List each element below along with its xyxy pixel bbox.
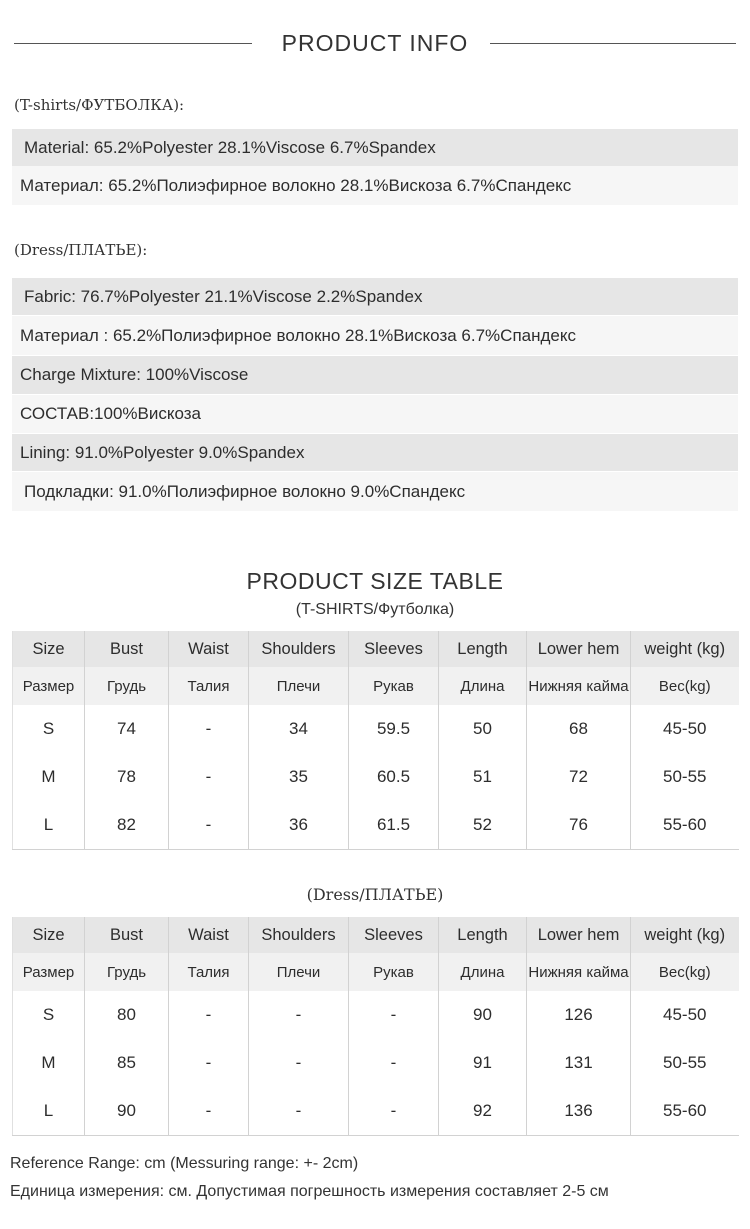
table-cell: Длина [439,953,527,991]
table-cell: 55-60 [663,1101,707,1120]
table-cell: Размер [13,953,85,991]
table-cell: Size [13,631,85,667]
table-cell: Размер [13,667,85,705]
table-row [13,953,739,991]
table-cell: - [169,1039,249,1087]
table-row [13,917,739,953]
table-cell: S [13,991,85,1039]
table-row [13,667,739,705]
table-cell: 90 [85,1087,169,1136]
tshirt-table-subtitle: (T-SHIRTS/Футболка) [295,601,455,618]
table-cell: 45-50 [663,719,707,738]
table-cell: 126 [527,991,631,1039]
table-cell: 85 [85,1039,169,1087]
table-cell: Waist [169,917,249,953]
table-cell: - [169,705,249,753]
table-cell: 90 [439,991,527,1039]
table-cell: 50 [439,705,527,753]
table-cell: 92 [439,1087,527,1136]
table-cell: - [249,1087,349,1136]
table-cell: - [349,1087,439,1136]
table-cell: 45-50 [663,1005,707,1024]
table-cell: 36 [249,801,349,850]
table-cell: M [13,1039,85,1087]
table-cell: - [349,991,439,1039]
table-cell: 34 [249,705,349,753]
table-cell: - [249,1039,349,1087]
table-cell: Рукав [349,953,439,991]
table-cell: - [169,991,249,1039]
table-row [13,753,739,801]
measurement-note-ru: Единица измерения: см. Допустимая погрешность измерения составляет 2-5 см [10,1183,609,1200]
table-row [13,801,739,850]
page-title: PRODUCT INFO [281,30,469,56]
table-cell: Bust [85,917,169,953]
table-cell: Bust [85,631,169,667]
table-cell: Size [13,917,85,953]
table-cell: 82 [85,801,169,850]
table-cell: 80 [85,991,169,1039]
table-cell: M [13,753,85,801]
table-row [13,631,739,667]
table-cell: L [13,801,85,850]
table-cell: Sleeves [349,917,439,953]
table-cell: Плечи [249,667,349,705]
table-cell: 72 [527,753,631,801]
table-cell: - [169,753,249,801]
dress-lining-ru: Подкладки: 91.0%Полиэфирное волокно 9.0%Спандекс [12,472,738,511]
table-cell: 52 [439,801,527,850]
table-cell: L [13,1087,85,1136]
table-cell: 61.5 [349,801,439,850]
table-cell: 74 [85,705,169,753]
table-cell: 35 [249,753,349,801]
table-cell: Lower hem [527,631,631,667]
table-cell: Талия [169,667,249,705]
table-cell: Рукав [349,667,439,705]
table-cell: Длина [439,667,527,705]
table-row [13,1039,739,1087]
table-cell: S [13,705,85,753]
dress-size-table [12,917,739,1136]
table-row [13,705,739,753]
table-cell: 76 [527,801,631,850]
dress-info-label: (Dress/ПЛАТЬЕ): [14,241,148,259]
table-row [13,1087,739,1136]
dress-lining-en: Lining: 91.0%Polyester 9.0%Spandex [12,434,738,471]
table-cell: 55-60 [663,815,707,834]
table-cell: - [169,1087,249,1136]
table-cell: - [169,801,249,850]
table-cell: 51 [439,753,527,801]
table-cell: 91 [439,1039,527,1087]
size-table-title: PRODUCT SIZE TABLE [246,568,504,594]
table-cell: Грудь [85,667,169,705]
table-cell: Нижняя кайма [527,667,631,705]
table-cell: Shoulders [249,631,349,667]
tshirt-size-table [12,631,739,850]
table-cell: Length [439,631,527,667]
tshirt-material-ru: Материал: 65.2%Полиэфирное волокно 28.1%Вискоза 6.7%Спандекс [12,166,738,205]
table-cell: weight (kg) [631,917,739,953]
tshirt-info-label: (T-shirts/ФУТБОЛКА): [14,96,185,114]
table-cell: Грудь [85,953,169,991]
tshirt-material-en: Material: 65.2%Polyester 28.1%Viscose 6.7%Spandex [12,129,738,166]
table-cell: 68 [527,705,631,753]
table-cell: Waist [169,631,249,667]
table-cell: Вес(kg) [631,667,739,705]
table-cell: Shoulders [249,917,349,953]
dress-charge-en: Charge Mixture: 100%Viscose [12,356,738,394]
table-cell: 131 [527,1039,631,1087]
dress-fabric-en: Fabric: 76.7%Polyester 21.1%Viscose 2.2%Spandex [12,278,738,315]
table-cell: Плечи [249,953,349,991]
table-cell: 50-55 [663,767,707,786]
table-cell: Sleeves [349,631,439,667]
table-cell: Талия [169,953,249,991]
table-cell: Нижняя кайма [527,953,631,991]
table-row [13,991,739,1039]
table-cell: 50-55 [663,1053,707,1072]
table-cell: Length [439,917,527,953]
table-cell: Lower hem [527,917,631,953]
table-cell: Вес(kg) [631,953,739,991]
dress-material-ru: Материал : 65.2%Полиэфирное волокно 28.1%Вискоза 6.7%Спандекс [12,316,738,355]
reference-range-note: Reference Range: cm (Messuring range: +- 2cm) [10,1155,359,1172]
dress-table-subtitle: (Dress/ПЛАТЬЕ) [306,885,444,904]
table-cell: - [249,991,349,1039]
table-cell: 59.5 [349,705,439,753]
table-cell: 78 [85,753,169,801]
table-cell: - [349,1039,439,1087]
table-cell: 136 [527,1087,631,1136]
table-cell: weight (kg) [631,631,739,667]
dress-charge-ru: СОСТАВ:100%Вискоза [12,395,738,433]
table-cell: 60.5 [349,753,439,801]
